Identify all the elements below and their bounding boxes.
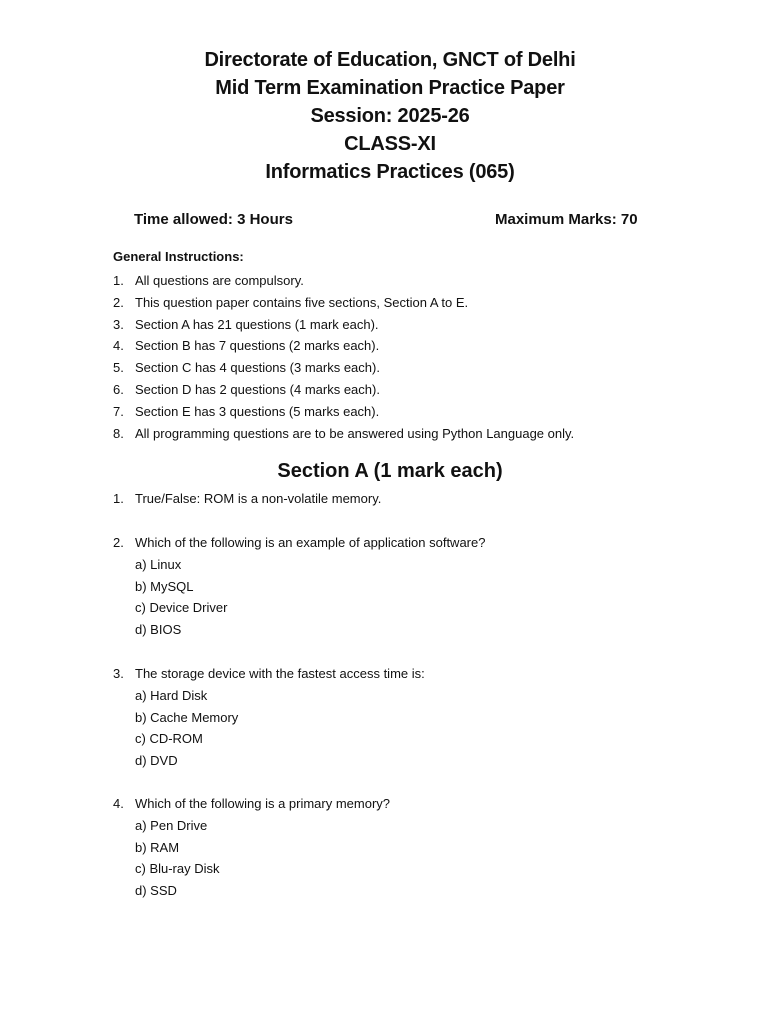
instruction-item bbox=[113, 314, 713, 336]
question-option: a) Linux bbox=[135, 556, 182, 572]
question-option: d) SSD bbox=[135, 883, 177, 899]
question-option: b) Cache Memory bbox=[135, 709, 239, 725]
question-option: d) DVD bbox=[135, 753, 178, 769]
instruction-text: Section A has 21 questions (1 mark each). bbox=[135, 316, 379, 332]
instruction-number: 7. bbox=[113, 403, 124, 419]
general-instructions-title: General Instructions: bbox=[113, 249, 244, 264]
instruction-item bbox=[113, 270, 713, 292]
instruction-text: Section B has 7 questions (2 marks each). bbox=[135, 338, 380, 354]
instruction-item bbox=[113, 292, 713, 314]
question-number: 1. bbox=[113, 491, 124, 506]
question-option: a) Hard Disk bbox=[135, 687, 208, 703]
instruction-number: 8. bbox=[113, 425, 124, 441]
question-1 bbox=[113, 488, 733, 510]
question-text: Which of the following is an example of application software? bbox=[135, 535, 486, 550]
instruction-number: 4. bbox=[113, 338, 124, 354]
question-stem bbox=[113, 532, 733, 554]
question-option: d) BIOS bbox=[135, 622, 182, 638]
instruction-item bbox=[113, 357, 713, 379]
paper-header bbox=[0, 46, 768, 186]
instruction-text: Section D has 2 questions (4 marks each). bbox=[135, 381, 380, 397]
question-option: c) CD-ROM bbox=[135, 731, 203, 747]
instruction-text: All questions are compulsory. bbox=[135, 273, 304, 288]
header-exam-title: Mid Term Examination Practice Paper bbox=[215, 77, 565, 99]
general-instructions-list bbox=[113, 270, 713, 444]
instruction-item bbox=[113, 379, 713, 401]
instruction-number: 2. bbox=[113, 294, 124, 310]
question-number: 3. bbox=[113, 666, 124, 681]
question-4 bbox=[113, 793, 733, 902]
header-directorate: Directorate of Education, GNCT of Delhi bbox=[204, 49, 576, 71]
instruction-text: Section E has 3 questions (5 marks each). bbox=[135, 403, 380, 419]
question-2 bbox=[113, 532, 733, 641]
instruction-number: 1. bbox=[113, 273, 124, 288]
question-text: True/False: ROM is a non-volatile memory. bbox=[135, 491, 382, 506]
question-stem bbox=[113, 663, 733, 685]
instruction-item bbox=[113, 335, 713, 357]
maximum-marks: Maximum Marks: 70 bbox=[495, 211, 638, 228]
question-number: 4. bbox=[113, 796, 124, 811]
instruction-text: Section C has 4 questions (3 marks each). bbox=[135, 360, 380, 376]
instruction-number: 6. bbox=[113, 381, 124, 397]
instruction-item bbox=[113, 423, 713, 445]
instruction-item bbox=[113, 401, 713, 423]
section-a-title: Section A (1 mark each) bbox=[277, 460, 503, 482]
header-class: CLASS-XI bbox=[344, 133, 436, 155]
question-stem bbox=[113, 488, 733, 510]
question-text: The storage device with the fastest access time is: bbox=[135, 666, 425, 681]
instruction-number: 3. bbox=[113, 316, 124, 332]
question-text: Which of the following is a primary memory? bbox=[135, 796, 391, 811]
question-number: 2. bbox=[113, 535, 124, 550]
question-stem bbox=[113, 793, 733, 815]
question-3 bbox=[113, 663, 733, 772]
question-option: b) MySQL bbox=[135, 578, 194, 594]
question-option: c) Blu-ray Disk bbox=[135, 861, 220, 877]
instruction-number: 5. bbox=[113, 360, 124, 376]
instruction-text: This question paper contains five sections, Section A to E. bbox=[135, 294, 469, 310]
question-option: b) RAM bbox=[135, 839, 180, 855]
instruction-text: All programming questions are to be answered using Python Language only. bbox=[135, 425, 575, 441]
time-allowed: Time allowed: 3 Hours bbox=[134, 211, 293, 228]
header-subject: Informatics Practices (065) bbox=[265, 161, 515, 183]
question-option: c) Device Driver bbox=[135, 600, 228, 616]
header-session: Session: 2025-26 bbox=[310, 105, 470, 127]
question-option: a) Pen Drive bbox=[135, 817, 208, 833]
